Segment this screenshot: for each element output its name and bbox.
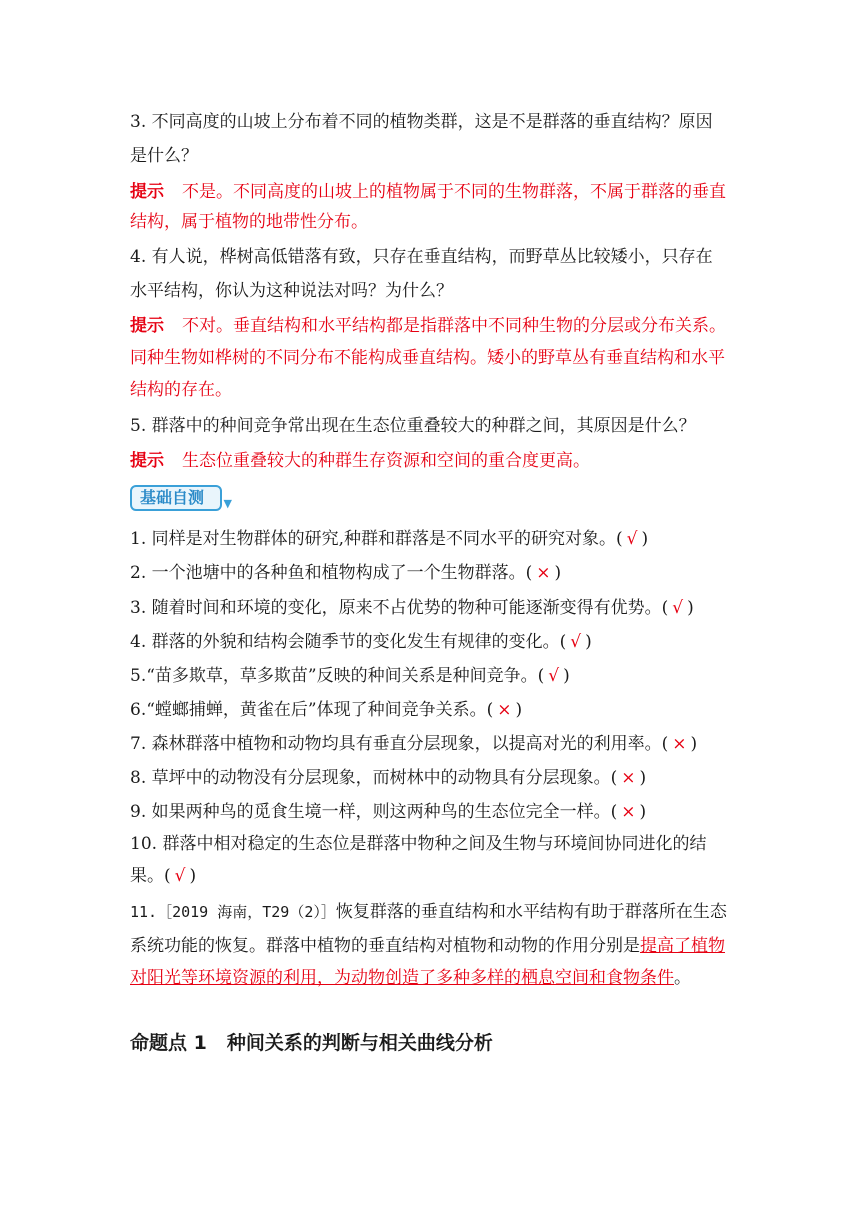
q3-tip xyxy=(130,180,726,204)
q4-tip-text-3: 结构的存在。 xyxy=(130,380,232,400)
check-mark: √ xyxy=(672,598,684,618)
q3-line-1: 3. 不同高度的山坡上分布着不同的植物类群，这是不是群落的垂直结构？原因 xyxy=(130,112,713,132)
s11-answer-1: 提高了植物 xyxy=(640,936,725,956)
statement-text: 1. 同样是对生物群体的研究,种群和群落是不同水平的研究对象。( xyxy=(130,529,623,549)
section-badge xyxy=(130,485,232,511)
cross-mark: × xyxy=(621,802,636,822)
check-mark: √ xyxy=(570,632,582,652)
q4-line-1: 4. 有人说，桦树高低错落有致，只存在垂直结构，而野草丛比较矮小，只存在 xyxy=(130,247,713,267)
q3-tip-text-2: 结构，属于植物的地带性分布。 xyxy=(130,212,368,232)
statement-text: 9. 如果两种鸟的觅食生境一样，则这两种鸟的生态位完全一样。( xyxy=(130,802,618,822)
statement-item xyxy=(130,732,697,756)
statement-close: ) xyxy=(639,768,647,788)
check-mark: √ xyxy=(548,666,560,686)
statement-item xyxy=(130,561,561,585)
statement-text: 2. 一个池塘中的各种鱼和植物构成了一个生物群落。( xyxy=(130,563,533,583)
s10-mark: √ xyxy=(174,866,186,886)
s11-end: 。 xyxy=(674,968,691,988)
cross-mark: × xyxy=(497,700,512,720)
section-badge-label: 基础自测 xyxy=(140,488,205,507)
statement-item xyxy=(130,630,592,654)
q4-line-2: 水平结构，你认为这种说法对吗？为什么？ xyxy=(130,281,453,301)
q5-line-1: 5. 群落中的种间竞争常出现在生态位重叠较大的种群之间，其原因是什么？ xyxy=(130,416,696,436)
statement-text: 7. 森林群落中植物和动物均具有垂直分层现象，以提高对光的利用率。( xyxy=(130,734,669,754)
tip-label: 提示 xyxy=(130,316,164,336)
q3-tip-text-1: 不是。不同高度的山坡上的植物属于不同的生物群落，不属于群落的垂直 xyxy=(182,182,726,202)
statement-text: 3. 随着时间和环境的变化，原来不占优势的物种可能逐渐变得有优势。( xyxy=(130,598,669,618)
s11-line-1 xyxy=(130,900,727,924)
q4-tip xyxy=(130,314,726,338)
heading-title: 种间关系的判断与相关曲线分析 xyxy=(226,1032,493,1054)
chevron-down-icon: ▼ xyxy=(223,497,232,510)
q3-line-2: 是什么？ xyxy=(130,146,198,166)
check-mark: √ xyxy=(626,529,638,549)
heading-number: 命题点 1 xyxy=(130,1032,207,1054)
statement-text: 6.“螳螂捕蝉，黄雀在后”体现了种间竞争关系。( xyxy=(130,700,494,720)
statement-close: ) xyxy=(515,700,523,720)
s10-text: 果。( xyxy=(130,866,171,886)
q5-tip-text-1: 生态位重叠较大的种群生存资源和空间的重合度更高。 xyxy=(182,451,590,471)
statement-close: ) xyxy=(563,666,570,686)
s10-close: ) xyxy=(189,866,197,886)
s10-line-1: 10. 群落中相对稳定的生态位是群落中物种之间及生物与环境间协同进化的结 xyxy=(130,834,707,854)
cross-mark: × xyxy=(672,734,687,754)
s11-answer-2: 对阳光等环境资源的利用，为动物创造了多种多样的栖息空间和食物条件 xyxy=(130,968,674,988)
q4-tip-text-1: 不对。垂直结构和水平结构都是指群落中不同种生物的分层或分布关系。 xyxy=(182,316,726,336)
statement-close: ) xyxy=(554,563,562,583)
statement-close: ) xyxy=(639,802,647,822)
s11-text-2: 系统功能的恢复。群落中植物的垂直结构对植物和动物的作用分别是 xyxy=(130,936,640,956)
s11-ref: 11.［2019 海南，T29（2）］ xyxy=(130,903,336,921)
statement-close: ) xyxy=(641,529,649,549)
q5-tip xyxy=(130,449,590,473)
statement-text: 4. 群落的外貌和结构会随季节的变化发生有规律的变化。( xyxy=(130,632,567,652)
statement-close: ) xyxy=(687,598,694,618)
statement-close: ) xyxy=(585,632,592,652)
s11-text-1: 恢复群落的垂直结构和水平结构有助于群落所在生态 xyxy=(335,902,727,922)
tip-label: 提示 xyxy=(130,451,164,471)
statement-text: 5.“苗多欺草，草多欺苗”反映的种间关系是种间竞争。( xyxy=(130,666,545,686)
statement-item xyxy=(130,596,694,620)
section-heading xyxy=(130,1028,493,1055)
cross-mark: × xyxy=(621,768,636,788)
statement-text: 8. 草坪中的动物没有分层现象，而树林中的动物具有分层现象。( xyxy=(130,768,618,788)
s11-line-3 xyxy=(130,966,691,990)
s10-line-2 xyxy=(130,864,196,888)
cross-mark: × xyxy=(536,563,551,583)
statement-item xyxy=(130,800,646,824)
statement-close: ) xyxy=(690,734,698,754)
statement-item xyxy=(130,698,522,722)
statement-item xyxy=(130,527,648,551)
statement-item xyxy=(130,664,570,688)
tip-label: 提示 xyxy=(130,182,164,202)
statement-item xyxy=(130,766,646,790)
q4-tip-text-2: 同种生物如桦树的不同分布不能构成垂直结构。矮小的野草丛有垂直结构和水平 xyxy=(130,348,725,368)
s11-line-2 xyxy=(130,934,725,958)
